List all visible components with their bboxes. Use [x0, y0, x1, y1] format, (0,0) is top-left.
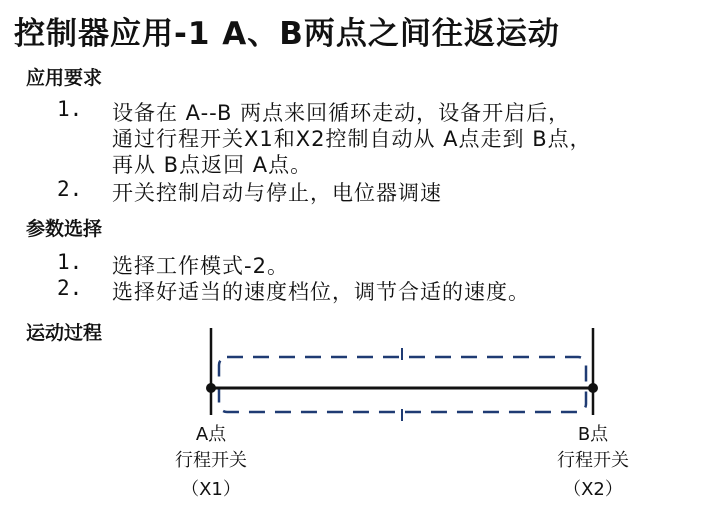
parameter-text: 选择工作模式-2。	[112, 254, 289, 278]
requirement-line: 设备在 A--B 两点来回循环走动，设备开启后，	[112, 101, 571, 125]
point-b-marker	[588, 383, 598, 393]
requirements-heading: 应用要求	[26, 67, 103, 89]
page-title: 控制器应用-1 A、B两点之间往返运动	[14, 16, 560, 52]
point-a-label: A点	[195, 424, 227, 445]
requirement-number: 2.	[57, 177, 83, 201]
travel-envelope	[219, 357, 586, 412]
requirement-line: 通过行程开关X1和X2控制自动从 A点走到 B点，	[112, 127, 592, 151]
point-a-code: （X1）	[181, 479, 241, 500]
parameter-text: 选择好适当的速度档位，调节合适的速度。	[112, 280, 530, 304]
point-b-label: B点	[577, 424, 609, 445]
point-a-marker	[206, 383, 216, 393]
requirement-number: 1.	[57, 97, 83, 121]
requirement-line: 开关控制启动与停止，电位器调速	[112, 181, 442, 205]
parameter-number: 2.	[57, 276, 83, 300]
parameter-number: 1.	[57, 250, 83, 274]
process-heading: 运动过程	[26, 322, 103, 344]
point-b-code: （X2）	[563, 479, 623, 500]
requirement-line: 再从 B点返回 A点。	[112, 153, 313, 177]
point-a-switch: 行程开关	[175, 450, 247, 471]
point-b-switch: 行程开关	[557, 450, 629, 471]
parameters-heading: 参数选择	[26, 218, 103, 240]
